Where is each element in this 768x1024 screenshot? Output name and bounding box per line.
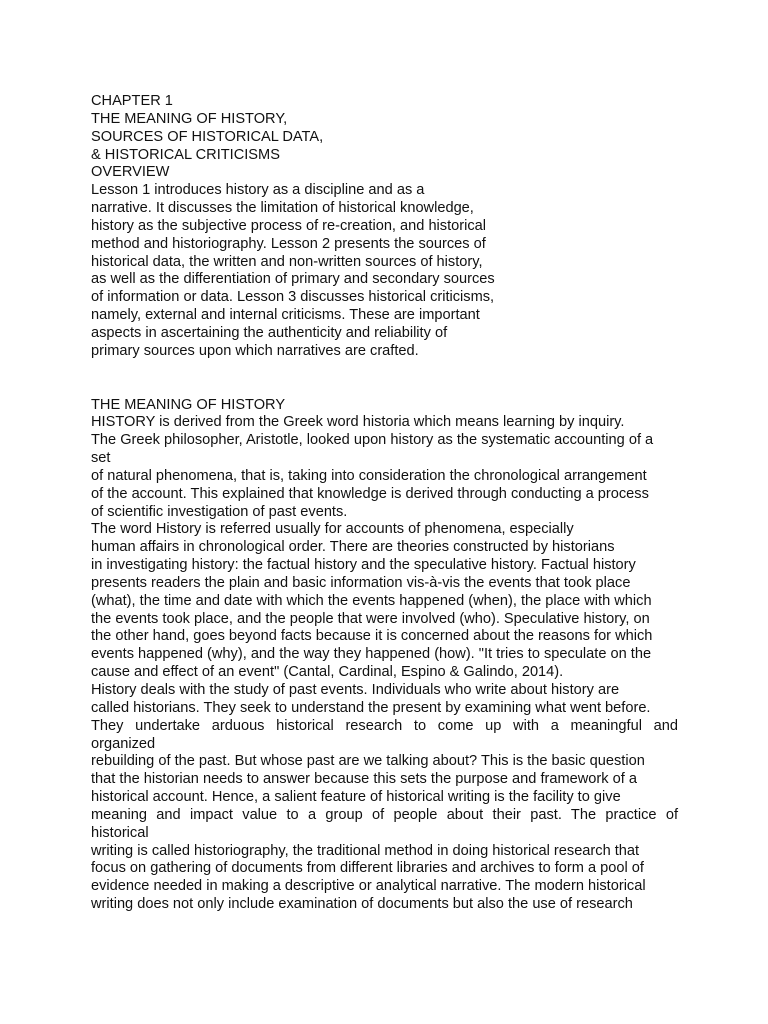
body-line: (what), the time and date with which the events happened (when), the place with which [91,592,652,609]
body-line: of scientific investigation of past events. [91,503,348,520]
body-line: evidence needed in making a descriptive or analytical narrative. The modern historical [91,878,646,895]
chapter-title-line: SOURCES OF HISTORICAL DATA, [91,128,324,145]
body-line: cause and effect of an event" (Cantal, Cardinal, Espino & Galindo, 2014). [91,664,564,681]
body-line: The Greek philosopher, Aristotle, looked upon history as the systematic accounting of a [91,432,654,449]
overview-line: Lesson 1 introduces history as a discipline and as a [91,182,425,199]
body-line: historical account. Hence, a salient feature of historical writing is the facility to give [91,789,621,806]
overview-line: primary sources upon which narratives are crafted. [91,342,419,359]
overview-line: namely, external and internal criticisms. These are important [91,307,480,324]
body-line: called historians. They seek to understand the present by examining what went before. [91,699,651,716]
body-line: of the account. This explained that knowledge is derived through conducting a process [91,485,649,502]
body-line: human affairs in chronological order. There are theories constructed by historians [91,539,615,556]
section-meaning-of-history [91,397,691,914]
body-line-justified: They undertake arduous historical research to come up with a meaningful and [91,717,678,734]
body-line: History deals with the study of past events. Individuals who write about history are [91,682,620,698]
body-line: presents readers the plain and basic information vis-à-vis the events that took place [91,574,631,591]
overview-line: historical data, the written and non-written sources of history, [91,253,483,270]
body-line: the other hand, goes beyond facts because it is concerned about the reasons for which [91,628,653,645]
overview-line: as well as the differentiation of primary and secondary sources [91,271,495,288]
overview-line: narrative. It discusses the limitation of historical knowledge, [91,200,474,217]
body-line: rebuilding of the past. But whose past are we talking about? This is the basic question [91,753,645,770]
overview-line: of information or data. Lesson 3 discusses historical criticisms, [91,289,495,306]
chapter-label: CHAPTER 1 [91,93,173,109]
body-line: events happened (why), and the way they happened (how). "It tries to speculate on the [91,646,652,663]
body-line: organized [91,735,156,752]
body-line: in investigating history: the factual history and the speculative history. Factual history [91,557,636,574]
body-line: historical [91,824,149,841]
body-line-justified: meaning and impact value to a group of people about their past. The practice of [91,806,678,823]
overview-paragraph [91,182,691,360]
body-line: of natural phenomena, that is, taking into consideration the chronological arrangement [91,467,647,484]
chapter-title-line: THE MEANING OF HISTORY, [91,110,288,127]
section-heading: THE MEANING OF HISTORY [91,396,286,413]
overview-line: method and historiography. Lesson 2 presents the sources of [91,235,486,252]
chapter-header [91,93,691,182]
overview-line: aspects in ascertaining the authenticity and reliability of [91,325,448,341]
body-line: HISTORY is derived from the Greek word historia which means learning by inquiry. [91,414,625,431]
body-line: that the historian needs to answer because this sets the purpose and framework of a [91,771,637,788]
body-line: set [91,450,111,467]
body-line: focus on gathering of documents from different libraries and archives to form a pool of [91,860,644,877]
overview-heading: OVERVIEW [91,164,170,181]
chapter-title-line: & HISTORICAL CRITICISMS [91,146,280,163]
body-line: The word History is referred usually for accounts of phenomena, especially [91,521,574,538]
body-line: writing is called historiography, the traditional method in doing historical research that [91,842,640,859]
overview-line: history as the subjective process of re-creation, and historical [91,217,487,234]
body-line: the events took place, and the people that were involved (who). Speculative history, on [91,610,650,627]
body-line: writing does not only include examination of documents but also the use of research [91,896,633,913]
